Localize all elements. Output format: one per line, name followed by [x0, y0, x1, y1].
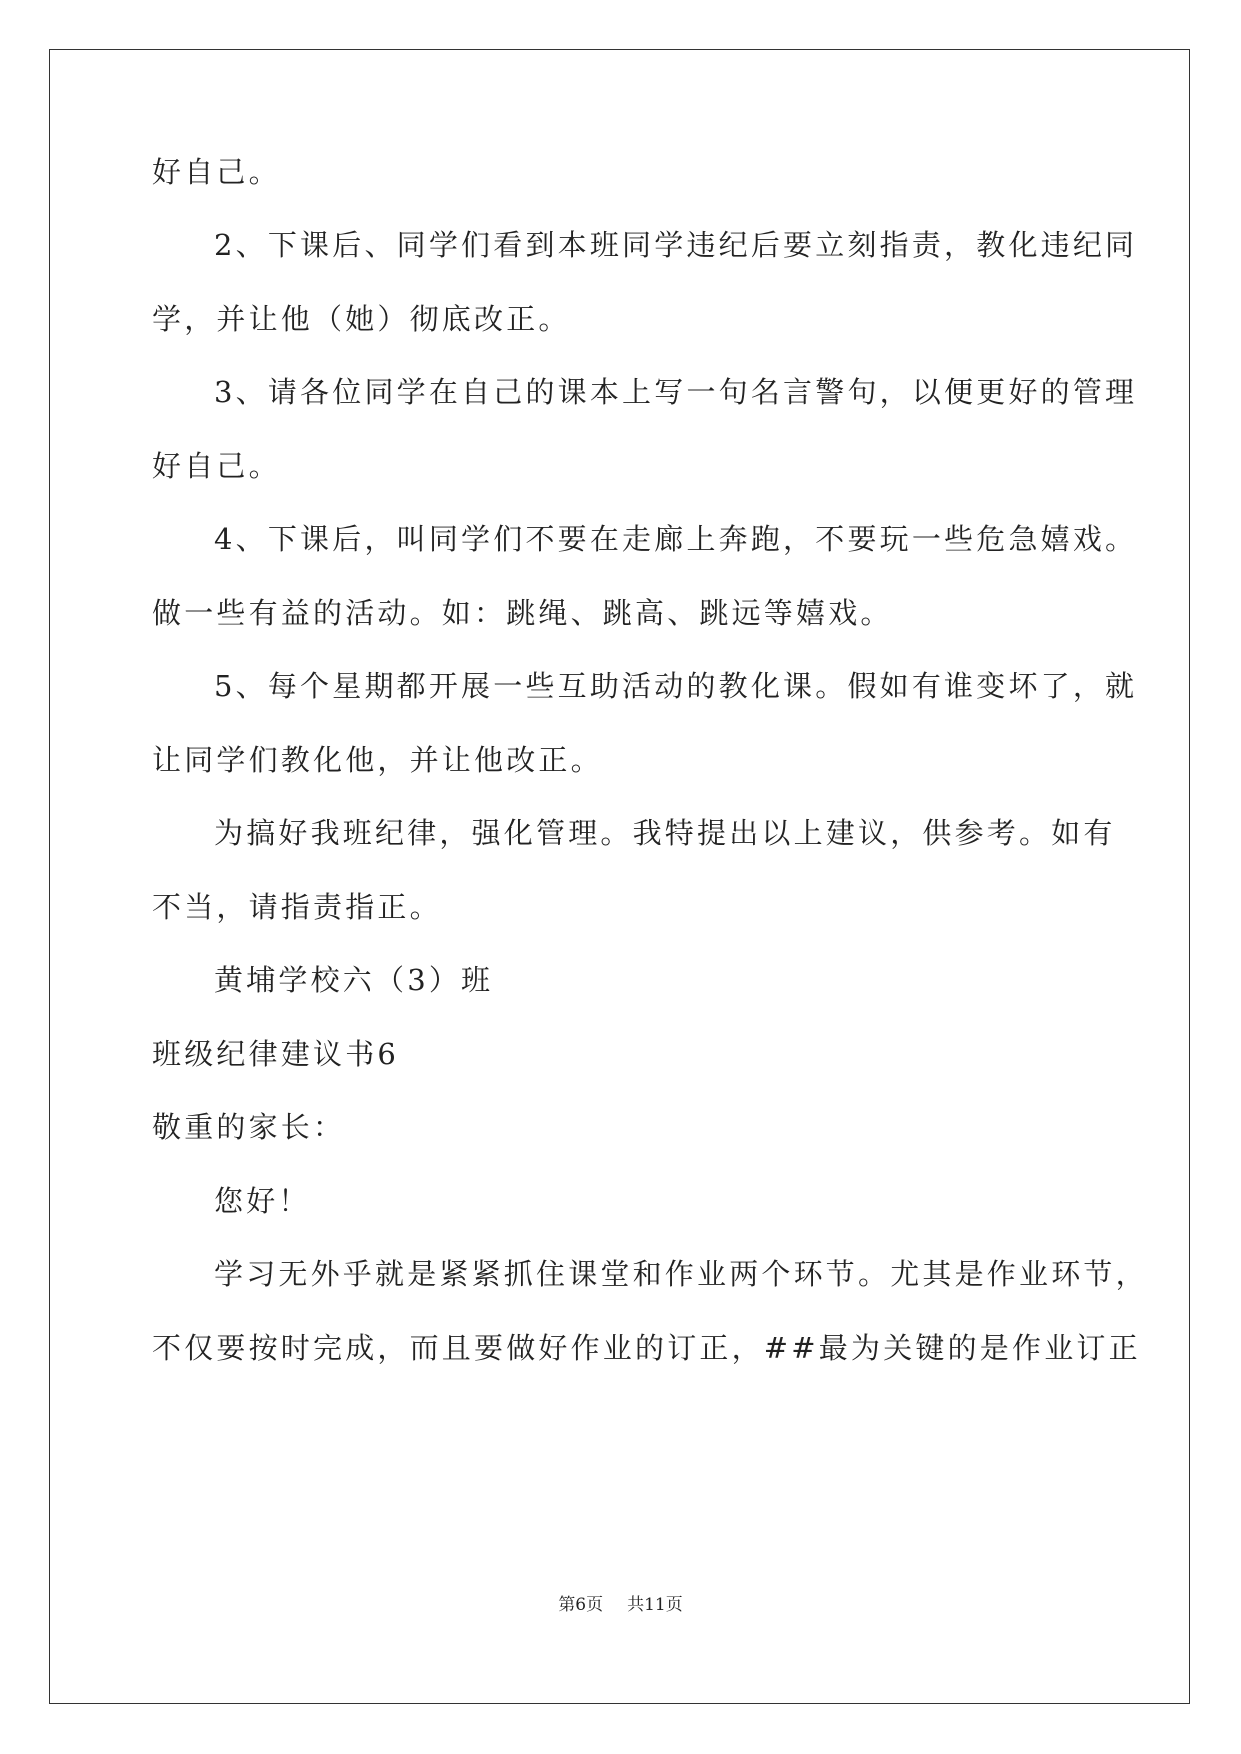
text-line: 不当，请指责指正。 — [152, 890, 442, 924]
signature-line: 黄埔学校六（3）班 — [214, 963, 494, 997]
greeting: 您好！ — [214, 1184, 311, 1218]
text-line: 3、请各位同学在自己的课本上写一句名言警句，以便更好的管理 — [214, 375, 1138, 409]
salutation: 敬重的家长： — [152, 1110, 346, 1144]
text-line: 学，并让他（她）彻底改正。 — [152, 302, 571, 336]
text-line: 不仅要按时完成，而且要做好作业的订正，##最为关键的是作业订正 — [152, 1331, 1141, 1365]
text-line: 做一些有益的活动。如：跳绳、跳高、跳远等嬉戏。 — [152, 596, 893, 630]
section-heading: 班级纪律建议书6 — [152, 1037, 400, 1071]
text-line: 为搞好我班纪律，强化管理。我特提出以上建议，供参考。如有 — [214, 816, 1116, 850]
page-total: 共11页 — [627, 1595, 683, 1615]
text-line: 2、下课后、同学们看到本班同学违纪后要立刻指责，教化违纪同 — [214, 228, 1138, 262]
page-border — [49, 49, 1190, 1704]
page-number: 第6页 — [558, 1595, 604, 1615]
text-line: 好自己。 — [152, 155, 281, 189]
page-footer — [0, 1593, 1241, 1617]
text-line: 4、下课后，叫同学们不要在走廊上奔跑，不要玩一些危急嬉戏。 — [214, 522, 1138, 556]
text-line: 让同学们教化他，并让他改正。 — [152, 743, 603, 777]
text-line: 学习无外乎就是紧紧抓住课堂和作业两个环节。尤其是作业环节， — [214, 1257, 1148, 1291]
text-line: 好自己。 — [152, 449, 281, 483]
text-line: 5、每个星期都开展一些互助活动的教化课。假如有谁变坏了，就 — [214, 669, 1138, 703]
